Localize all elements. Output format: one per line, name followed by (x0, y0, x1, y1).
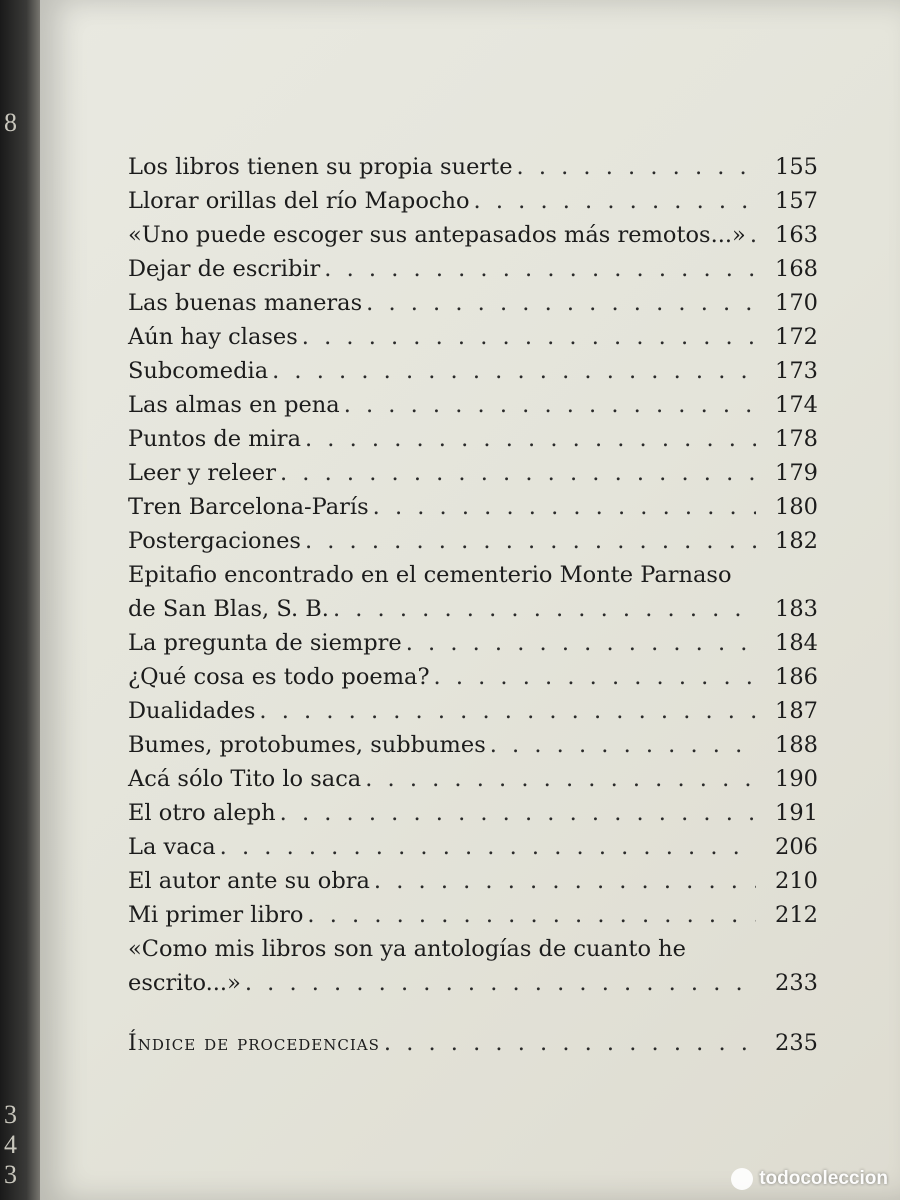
toc-entry-title: Llorar orillas del río Mapocho (128, 188, 470, 214)
toc-entry-title: Los libros tienen su propia suerte (128, 154, 513, 180)
edge-digit: 4 (4, 1130, 17, 1159)
dot-leader (366, 286, 756, 320)
section-gap (128, 1000, 818, 1026)
toc-entry-title-line1: «Como mis libros son ya antologías de cuanto he (128, 936, 686, 962)
toc-entry-title: Acá sólo Tito lo saca (128, 766, 362, 792)
toc-entry-page: 191 (775, 800, 818, 826)
toc-entry (128, 830, 818, 864)
dot-leader (245, 966, 756, 1000)
toc-entry (128, 286, 818, 320)
toc-entry (128, 728, 818, 762)
toc-entry-page: 184 (775, 630, 818, 656)
toc-entry-page: 212 (775, 902, 818, 928)
dot-leader (434, 660, 756, 694)
toc-entry-page: 155 (775, 154, 818, 180)
dot-leader (344, 388, 756, 422)
toc-entry-title: Dualidades (128, 698, 256, 724)
dot-leader (384, 1026, 756, 1060)
dot-leader (324, 252, 756, 286)
toc-entry (128, 694, 818, 728)
toc-entry-title: «Uno puede escoger sus antepasados más remotos...» (128, 222, 746, 248)
toc-entry (128, 864, 818, 898)
toc-entry-title: Aún hay clases (128, 324, 298, 350)
toc-entry-title: El autor ante su obra (128, 868, 370, 894)
dot-leader (220, 830, 756, 864)
edge-digit: 3 (4, 1160, 17, 1189)
dot-leader (305, 524, 756, 558)
toc-entry (128, 898, 818, 932)
toc-entry (128, 490, 818, 524)
edge-digit: 3 (4, 1100, 17, 1129)
toc-appendix-page: 235 (775, 1030, 818, 1056)
toc-entry (128, 796, 818, 830)
dot-leader (302, 320, 756, 354)
toc-appendix-title: Índice de procedencias (128, 1031, 380, 1056)
toc-entry-page: 233 (775, 970, 818, 996)
edge-digit: 8 (4, 108, 17, 137)
toc-entry-page: 182 (775, 528, 818, 554)
toc-entry-title: Subcomedia (128, 358, 269, 384)
toc-entry-page: 168 (775, 256, 818, 282)
toc-entry-title: Las buenas maneras (128, 290, 363, 316)
toc-entry-title: El otro aleph (128, 800, 276, 826)
toc-entry-page: 186 (775, 664, 818, 690)
toc-entry (128, 660, 818, 694)
dot-leader (474, 184, 756, 218)
toc-entry-title: Leer y releer (128, 460, 276, 486)
toc-appendix-entry (128, 1026, 818, 1061)
toc-entry (128, 592, 818, 626)
toc-entry-title: Postergaciones (128, 528, 301, 554)
toc-entry (128, 218, 818, 252)
toc-entry-title: ¿Qué cosa es todo poema? (128, 664, 430, 690)
dot-leader (374, 864, 756, 898)
dot-leader (280, 456, 756, 490)
toc-entry-title: La pregunta de siempre (128, 630, 402, 656)
toc-entry (128, 388, 818, 422)
toc-entry-title: Mi primer libro (128, 902, 304, 928)
toc-entry-page: 178 (775, 426, 818, 452)
dot-leader (307, 898, 756, 932)
toc-entry-page: 180 (775, 494, 818, 520)
dot-leader (272, 354, 756, 388)
dot-leader (280, 796, 756, 830)
toc-entry-page: 188 (775, 732, 818, 758)
toc-entry (128, 320, 818, 354)
toc-entry-page: 183 (775, 596, 818, 622)
dot-leader (305, 422, 756, 456)
toc-entry (128, 626, 818, 660)
dot-leader (750, 218, 762, 252)
toc-entry-title: de San Blas, S. B. (128, 596, 329, 622)
toc-entry (128, 966, 818, 1000)
dot-leader (333, 592, 756, 626)
toc-entry-title: Las almas en pena (128, 392, 340, 418)
toc-entry (128, 252, 818, 286)
toc-entry-page: 174 (775, 392, 818, 418)
toc-entry-page: 210 (775, 868, 818, 894)
toc-entry-title: Dejar de escribir (128, 256, 321, 282)
toc-entry (128, 456, 818, 490)
toc-entry-page: 157 (775, 188, 818, 214)
toc-entry-page: 173 (775, 358, 818, 384)
dot-leader (517, 150, 756, 184)
table-of-contents (128, 150, 818, 1061)
toc-entry-page: 179 (775, 460, 818, 486)
adjacent-page-edge (0, 0, 44, 1200)
watermark-logo-icon (731, 1168, 753, 1190)
toc-entry-title: Puntos de mira (128, 426, 301, 452)
dot-leader (365, 762, 756, 796)
toc-entry-page: 190 (775, 766, 818, 792)
dot-leader (259, 694, 756, 728)
dot-leader (490, 728, 756, 762)
toc-entry (128, 422, 818, 456)
toc-entry (128, 524, 818, 558)
watermark-text: todocoleccion (759, 1168, 888, 1189)
toc-entry-title: La vaca (128, 834, 216, 860)
toc-entry (128, 762, 818, 796)
toc-entry-title: Bumes, protobumes, subbumes (128, 732, 486, 758)
toc-entry (128, 184, 818, 218)
toc-entry-page: 206 (775, 834, 818, 860)
toc-entry-page: 170 (775, 290, 818, 316)
toc-entry (128, 354, 818, 388)
toc-entry-title: escrito...» (128, 970, 241, 996)
toc-entry (128, 150, 818, 184)
toc-entry-title: Tren Barcelona-París (128, 494, 369, 520)
toc-entry-title-line1: Epitafio encontrado en el cementerio Monte Parnaso (128, 562, 732, 588)
toc-entry-page: 163 (775, 222, 818, 248)
toc-entry-page: 172 (775, 324, 818, 350)
dot-leader (373, 490, 756, 524)
watermark (731, 1168, 888, 1190)
dot-leader (406, 626, 756, 660)
toc-entry-page: 187 (775, 698, 818, 724)
